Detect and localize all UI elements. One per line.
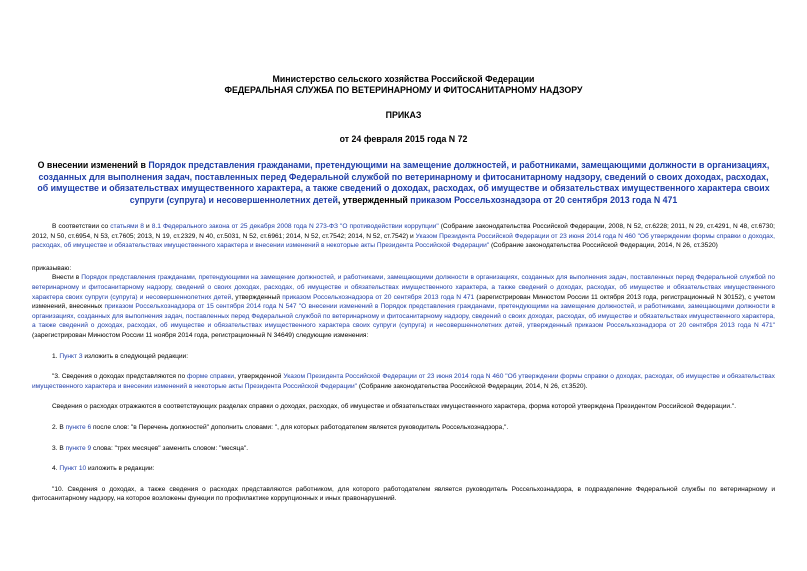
amendment-paragraph xyxy=(32,273,775,340)
title-text: О внесении изменений в xyxy=(37,160,149,170)
text: 3. В xyxy=(52,444,66,452)
preamble-paragraph xyxy=(32,222,775,251)
prikazyvayu-label: приказываю: xyxy=(32,264,72,272)
link-federal-law-273[interactable]: 8.1 Федерального закона от 25 декабря 2008 года N 273-ФЗ "О противодействии коррупции" xyxy=(151,223,439,230)
link-forma-spravki[interactable]: форме справки xyxy=(186,373,235,381)
text: 1. xyxy=(52,352,60,360)
document-type: ПРИКАЗ xyxy=(385,110,422,120)
link-ukaz-460[interactable]: Указом Президента Российской Федерации от 23 июня 2014 года N 460 "Об утверждении формы справки о доходах, расходах, об имуществе и обязательствах имущественного характера и внесении изменений в некоторые акты Президента Российской Федерации" xyxy=(32,232,775,250)
text: , утвержденной xyxy=(234,373,284,381)
text: после слов: "в Перечень должностей" дополнить словами: ", для которых работодателем является руководитель Россельхознадзора,". xyxy=(91,423,509,431)
link-prikaz-471[interactable]: приказом Россельхознадзора от 20 сентября 2013 года N 471 xyxy=(282,293,475,301)
link-article-8[interactable]: статьями 8 xyxy=(110,223,144,230)
document-date-number: от 24 февраля 2015 года N 72 xyxy=(339,134,468,144)
document-page xyxy=(32,0,775,504)
service-name: ФЕДЕРАЛЬНАЯ СЛУЖБА ПО ВЕТЕРИНАРНОМУ И ФИТОСАНИТАРНОМУ НАДЗОРУ xyxy=(224,85,583,95)
text: (Собрание законодательства Российской Федерации, 2014, N 26, ст.3520). xyxy=(357,382,588,390)
text: "3. Сведения о доходах представляются по xyxy=(52,373,187,381)
link-punkt-10[interactable]: Пункт 10 xyxy=(59,465,87,473)
quote-paragraph-3 xyxy=(32,372,775,391)
link-ukaz-460[interactable]: Указом Президента Российской Федерации от 23 июня 2014 года N 460 "Об утверждении формы справки о доходах, расходах, об имуществе и обязательствах имущественного характера и внесении изменений в некоторые акты Президента Российской Федерации" xyxy=(32,373,775,390)
text: В соответствии со xyxy=(52,223,111,230)
quote-paragraph-10: "10. Сведения о доходах, а также сведения о расходах представляются работником, для которого работодателем является руководитель Россельхознадзора, в подразделение Федеральной службы по ветеринарному и фитосанитарному надзору, на которое возложены функции по профилактике коррупционных и иных правонарушений. xyxy=(32,485,775,503)
quote-paragraph-expenses: Сведения о расходах отражаются в соответствующих разделах справки о доходах, расходах, об имуществе и обязательствах имущественного характера, форма которой утверждена Президентом Российской Федерации.". xyxy=(52,403,737,411)
link-poryadok[interactable]: Порядок представления гражданами, претендующими на замещение должностей, и работниками, замещающими должности в организациях, созданных для выполнения задач, поставленных перед Федеральной службой по ветеринарному и фитосанитарному надзору, сведений о своих доходах, расходах, об имуществе и обязательствах имущественного характера, а также сведений о доходах, расходах, об имуществе и обязательствах имущественного характера своих супруги (супруга) и несовершеннолетних детей xyxy=(32,274,776,301)
ministry-name: Министерство сельского хозяйства Российской Федерации xyxy=(272,74,535,84)
list-item-4 xyxy=(32,464,775,474)
document-title xyxy=(32,160,775,206)
link-punkt-6[interactable]: пункте 6 xyxy=(65,423,92,431)
text: и xyxy=(143,223,152,230)
text: изложить в редакции: xyxy=(86,465,155,473)
list-item-2 xyxy=(32,423,775,433)
title-link-prikaz-471[interactable]: приказом Россельхознадзора от 20 сентября 2013 года N 471 xyxy=(410,194,678,205)
text: (Собрание законодательства Российской Федерации, 2014, N 26, ст.3520) xyxy=(489,242,718,250)
text: (зарегистрирован Минюстом России 11 октября 2013 года, регистрационный N 30152), с учетом изменений, внесенных xyxy=(32,293,775,311)
list-item-3 xyxy=(32,444,775,454)
title-link-poryadok[interactable]: Порядок представления гражданами, претендующими на замещение должностей, и работниками, замещающими должности в организациях, созданных для выполнения задач, поставленных перед Федеральной службой по ветеринарному и фитосанитарному надзору, сведений о своих доходах, расходах, об имуществе и обязательствах имущественного характера, а также сведений о доходах, расходах, об имуществе и обязательствах имущественного характера своих супруги (супруга) и несовершеннолетних детей xyxy=(37,160,770,205)
text: 2. В xyxy=(52,423,66,431)
text: Внести в xyxy=(52,274,82,282)
link-punkt-3[interactable]: Пункт 3 xyxy=(59,352,83,360)
link-prikaz-547[interactable]: приказом Россельхознадзора от 15 сентября 2014 года N 547 "О внесении изменений в Порядок представления гражданами, претендующими на замещение должностей, и работниками, замещающими должности в организациях, созданных для выполнения задач, поставленных перед Федеральной службой по ветеринарному и фитосанитарному надзору, сведений о своих доходах, расходах, об имуществе и обязательствах имущественного характера, а также сведений о доходах, расходах, об имуществе и обязательствах имущественного характера своих супруги (супруга) и несовершеннолетних детей, утвержденный приказом Россельхознадзора от 20 сентября 2013 года N 471" xyxy=(32,303,775,330)
text: , утвержденный xyxy=(231,293,283,301)
text: (Собрание законодательства Российской Федерации, 2008, N 52, ст.6228; 2011, N 29, ст.4291, N 48, ст.6730; 2012, N 50, ст.6954, N 53, ст.7605; 2013, N 19, ст.2329, N 40, ст.5031, N 52, ст.6961; 2014, N 52, ст.7542; 2014, N 52, ст.7542) и xyxy=(32,223,775,240)
list-item-1 xyxy=(32,352,775,362)
text: (зарегистрирован Минюстом России 11 ноября 2014 года, регистрационный N 34649) xyxy=(32,331,295,339)
text: изложить в следующей редакции: xyxy=(82,352,189,360)
link-punkt-9[interactable]: пункте 9 xyxy=(65,444,92,452)
title-text: , утвержденный xyxy=(337,194,411,205)
text: 4. xyxy=(52,465,60,473)
text: слова: "трех месяцев" заменить словом: "месяца". xyxy=(91,444,249,452)
text: следующие изменения: xyxy=(294,331,369,339)
